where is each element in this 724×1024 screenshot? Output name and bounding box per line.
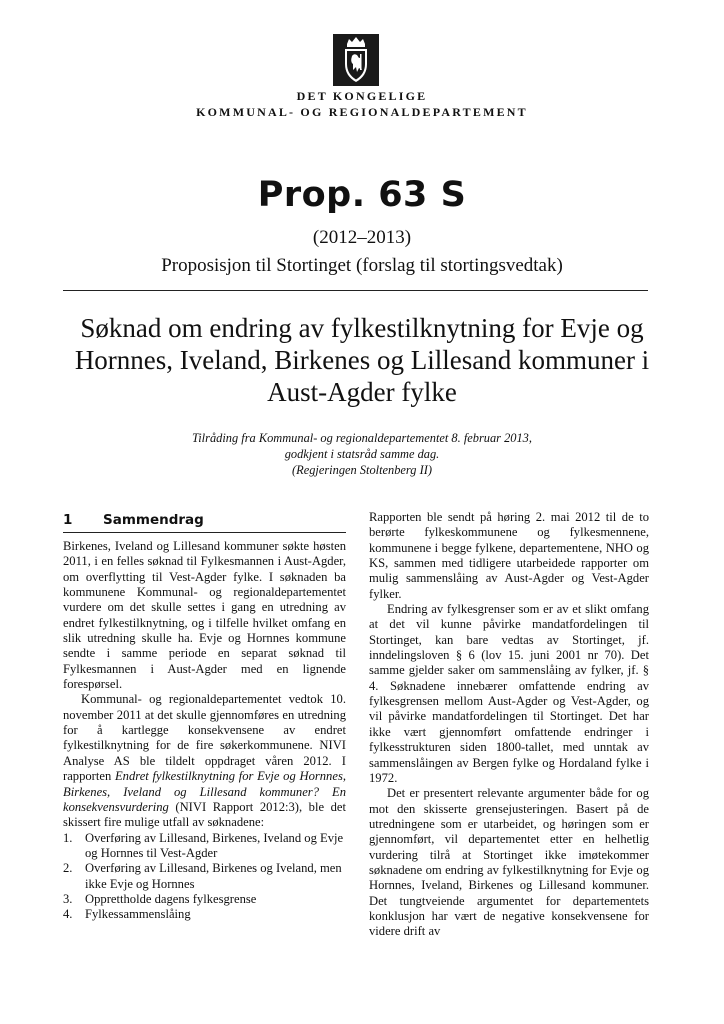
paragraph-2-end: (NIVI Rapport 2012:3), ble det skissert fire mulige utfall av søknadene: (63, 799, 346, 830)
section-title: Sammendrag (103, 512, 204, 528)
proposition-number: Prop. 63 S (257, 175, 467, 215)
report-title: Endret fylkestilknytning for Evje og Hornnes, Birkenes, Iveland og Lillesand kommuner? En konsekvensvurdering (63, 769, 346, 814)
document-title: Søknad om endring av fylkestilknytning for Evje og Hornnes, Iveland, Birkenes og Lillesand kommuner i Aust-Agder fylke (74, 313, 650, 407)
title-divider (63, 290, 648, 291)
paragraph-5: Det er presentert relevante argumenter både for og mot den skisserte grensejusteringen. Basert på de utredningene som er utarbeidet, og høringen som er gjennomført, vil departementet etter en helhetlig vurdering tilrå at Stortinget ikke imøtekommer søknadene om endring av fylkestilknytning for Evje og Hornnes, Iveland, Birkenes og Lillesand kommuner. Det tungtveiende argumentet for departementets konklusjon har vært de negative konsekvensene for videre drift av (369, 786, 649, 939)
approval-line-2: godkjent i statsråd samme dag. (284, 447, 440, 461)
coat-of-arms-logo (333, 34, 379, 86)
list-item: 3. Opprettholde dagens fylkesgrense (63, 891, 257, 906)
approval-line-1: Tilråding fra Kommunal- og regionaldepartementet 8. februar 2013, (192, 431, 532, 445)
paragraph-2-start: Kommunal- og regionaldepartementet vedtok 10. november 2011 at det skulle gjennomføres en utredning for å kartlegge konsekvensene av endret fylkestilknytning for de fire søkerkommunene. NIVI Analyse AS ble tildelt oppdraget våren 2012. I rapporten (63, 692, 346, 784)
session-years: (2012–2013) (312, 227, 412, 248)
left-column (63, 512, 346, 923)
ministry-name-line2: KOMMUNAL- OG REGIONALDEPARTEMENT (196, 105, 528, 119)
approval-line-3: (Regjeringen Stoltenberg II) (292, 463, 432, 477)
proposition-subtitle: Proposisjon til Stortinget (forslag til stortingsvedtak) (161, 255, 563, 276)
section-number: 1 (63, 512, 73, 528)
right-column (369, 510, 649, 940)
list-item: 1. Overføring av Lillesand, Birkenes, Iveland og Evje og Hornnes til Vest-Agder (63, 830, 344, 860)
approval-note (0, 430, 724, 478)
paragraph-1: Birkenes, Iveland og Lillesand kommuner søkte høsten 2011, i en felles søknad til Fylkesmannen i Aust-Agder, om overflytting til Vest-Agder fylke. I søknaden ba kommunene Kommunal- og regionaldepartementet vurdere om det skulle settes i gang en utredning av endret fylkestilknytning, og i tilfelle hvilket omfang en slik utredning skulle ha. Evje og Hornnes kommune sendte i samme periode en separat søknad til Fylkesmannen i Aust-Agder med en lignende forespørsel. (63, 539, 346, 692)
outcome-list (63, 831, 346, 923)
paragraph-3: Rapporten ble sendt på høring 2. mai 2012 til de to berørte fylkeskommunene og fylkesmennene, kommunene i begge fylkene, departementene, NHO og KS, sammen med tidligere utarbeidede rapporter om mulig sammenslåing av Aust-Agder og Vest-Agder fylker. (369, 510, 649, 601)
ministry-name-line1: DET KONGELIGE (296, 89, 428, 103)
section-heading (63, 512, 346, 533)
paragraph-2 (63, 692, 346, 830)
paragraph-4: Endring av fylkesgrenser som er av et slikt omfang at det vil kunne påvirke mandatfordelingen til Stortinget, kan bare vedtas av Stortinget, jf. inndelingsloven § 6 (lov 15. juni 2001 nr 70). Det samme gjelder saker om sammenslåing av fylker, jf. § 4. Søknadene innebærer omfattende endring av fylkesgrensen mellom Aust-Agder og Vest-Agder, og vil påvirke mandatfordelingen til Stortinget. Det har ikke vært gjennomført omfattende endringer i fylkesstrukturen siden 1800-tallet, med unntak av sammenslåingen av Bergen fylke og Hordaland fylke i 1972. (369, 602, 649, 785)
list-item: 4. Fylkessammenslåing (63, 907, 191, 922)
list-item: 2. Overføring av Lillesand, Birkenes og Iveland, men ikke Evje og Hornnes (63, 861, 342, 891)
